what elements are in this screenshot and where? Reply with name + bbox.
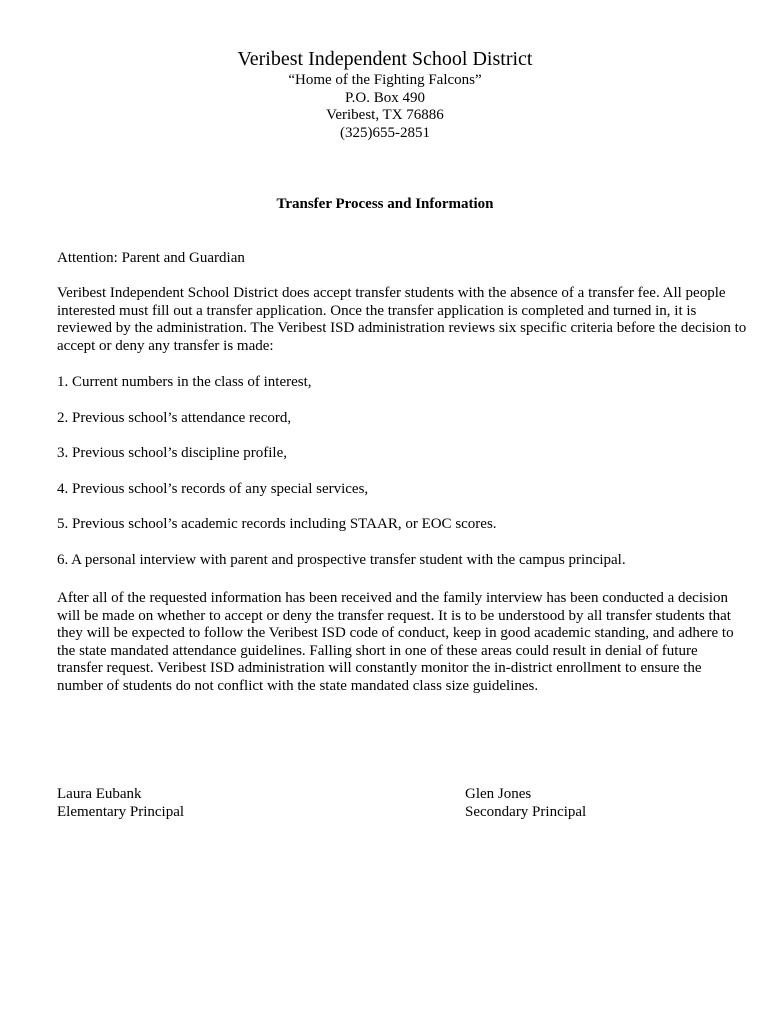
- signatory-name: Glen Jones: [465, 786, 532, 802]
- district-motto: “Home of the Fighting Falcons”: [288, 72, 482, 88]
- criteria-list: [57, 374, 747, 587]
- intro-paragraph: Veribest Independent School District does accept transfer students with the absence of a transfer fee. All people interested must fill out a transfer application. Once the transfer application is completed and turned in, it is reviewed by the administration. The Veribest ISD administration reviews six specific criteria before the decision to accept or deny any transfer is made:: [57, 285, 747, 354]
- signatory-role: Elementary Principal: [57, 803, 185, 820]
- signatory-name: Laura Eubank: [57, 786, 142, 802]
- closing-paragraph: After all of the requested information has been received and the family interview has been conducted a decision will be made on whether to accept or deny the transfer request. It is to be understood by all transfer students that they will be expected to follow the Veribest ISD code of conduct, keep in good academic standing, and adhere to the state mandated attendance guidelines. Falling short in one of these areas could result in denial of future transfer request. Veribest ISD administration will constantly monitor the in-district enrollment to ensure the number of students do not conflict with the state mandated class size guidelines.: [57, 590, 734, 694]
- criteria-item: 4. Previous school’s records of any special services,: [57, 480, 369, 497]
- signature-elementary-principal: [57, 786, 184, 821]
- city-state-zip: Veribest, TX 76886: [326, 107, 444, 123]
- criteria-item: 5. Previous school’s academic records including STAAR, or EOC scores.: [57, 516, 497, 532]
- attention-line: Attention: Parent and Guardian: [57, 250, 245, 266]
- criteria-item: 6. A personal interview with parent and prospective transfer student with the campus principal.: [57, 551, 626, 568]
- phone-number: (325)655-2851: [340, 124, 430, 141]
- criteria-item: 3. Previous school’s discipline profile,: [57, 445, 287, 461]
- district-name: Veribest Independent School District: [237, 48, 533, 70]
- po-box: P.O. Box 490: [344, 89, 426, 106]
- letterhead: [0, 46, 770, 142]
- criteria-item: 2. Previous school’s attendance record,: [57, 409, 292, 426]
- signature-secondary-principal: [465, 786, 586, 821]
- signatory-role: Secondary Principal: [465, 803, 587, 820]
- criteria-item: 1. Current numbers in the class of interest,: [57, 374, 312, 390]
- signature-section: [57, 786, 747, 826]
- document-title: Transfer Process and Information: [276, 196, 494, 212]
